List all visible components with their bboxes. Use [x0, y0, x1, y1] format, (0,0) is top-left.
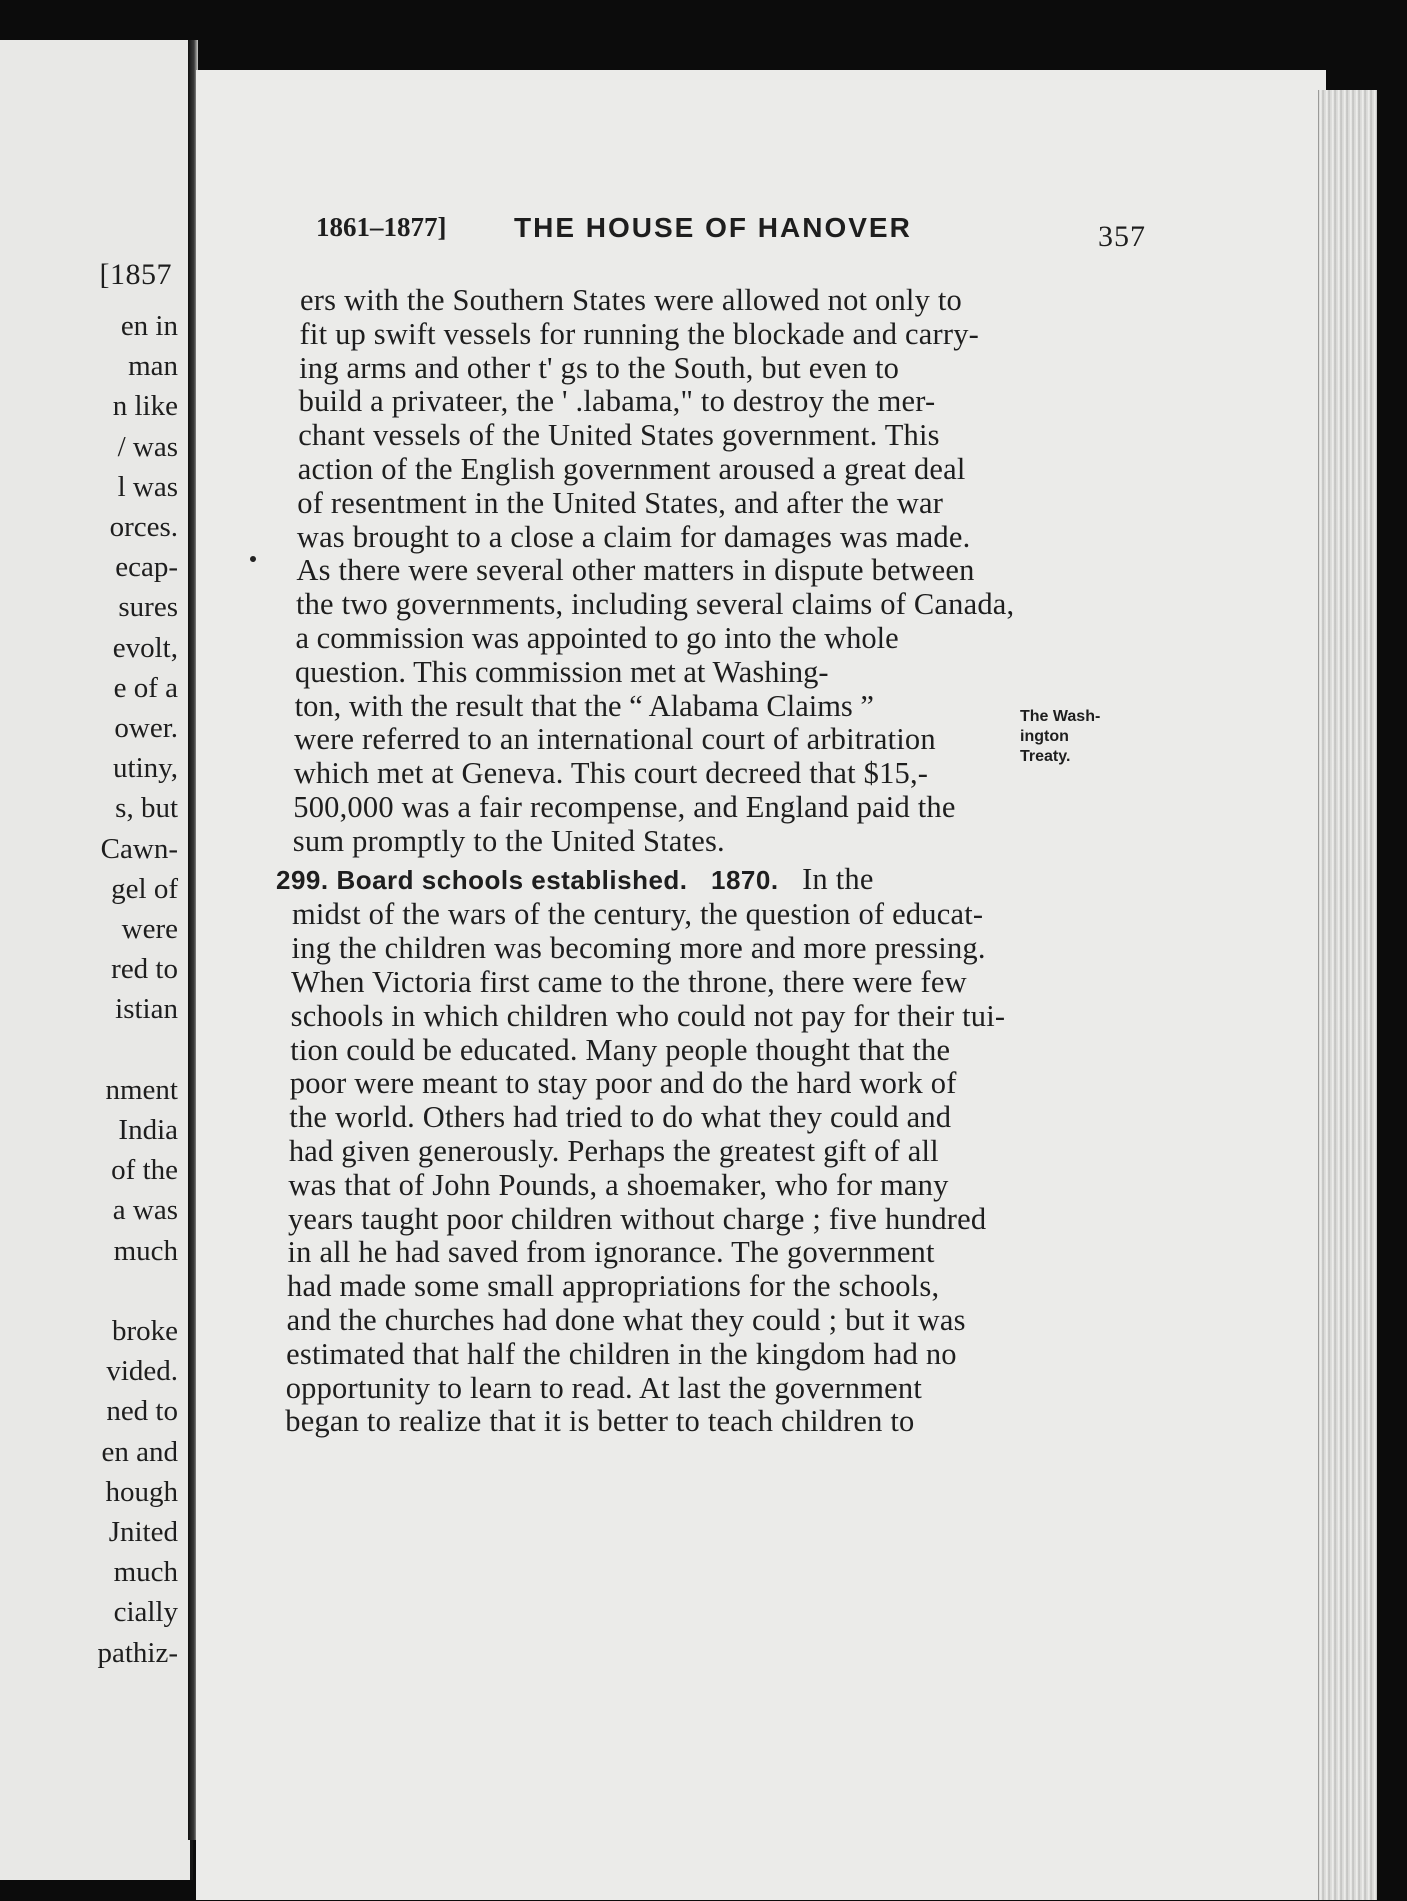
body-line: tion could be educated. Many people thought that the — [290, 1032, 951, 1067]
body-line: As there were several other matters in dispute between — [296, 553, 975, 588]
body-line: a commission was appointed to go into the whole — [295, 621, 899, 655]
left-page-line: man — [128, 350, 178, 383]
body-line: question. This commission met at Washing- — [295, 654, 829, 689]
body-line: fit up swift vessels for running the blockade and carry- — [299, 316, 980, 351]
page-357 — [196, 70, 1326, 1900]
left-page-line: gel of — [111, 872, 178, 905]
margin-note — [1020, 707, 1100, 767]
left-page-line: orces. — [109, 511, 178, 543]
body-line: had given generously. Perhaps the greatest gift of all — [288, 1134, 939, 1168]
body-line: 500,000 was a fair recompense, and England paid the — [293, 790, 956, 824]
left-page-line: ower. — [114, 712, 178, 744]
left-page-line: en in — [120, 310, 178, 342]
page-stack-edge — [1318, 90, 1377, 1900]
left-page-line: n like — [112, 390, 178, 423]
left-page-line: evolt, — [112, 631, 178, 664]
left-page-line: utiny, — [113, 752, 178, 785]
body-line: of resentment in the United States, and after the war — [297, 485, 944, 520]
left-page-line: s, but — [115, 792, 178, 825]
section-first-words: In the — [802, 861, 874, 896]
body-line: When Victoria first came to the throne, there were few — [291, 965, 967, 999]
body-line: in all he had saved from ignorance. The government — [287, 1235, 935, 1270]
body-line: the world. Others had tried to do what they could and — [289, 1100, 952, 1135]
body-line: poor were meant to stay poor and do the hard work of — [289, 1066, 957, 1101]
body-line: action of the English government aroused a great deal — [297, 452, 966, 486]
body-line: chant vessels of the United States government. This — [298, 418, 940, 453]
body-line: ing arms and other t' gs to the South, but even to — [299, 350, 900, 385]
left-page-line: much — [113, 1234, 178, 1267]
left-page-line: much — [113, 1556, 178, 1589]
left-page-line: red to — [111, 953, 178, 986]
ink-speck — [250, 556, 256, 562]
body-line: had made some small appropriations for the schools, — [287, 1269, 940, 1304]
left-page-line: hough — [105, 1475, 178, 1508]
body-line: sum promptly to the United States. — [292, 823, 725, 858]
section-heading-line — [276, 862, 874, 897]
left-page-line: en and — [101, 1435, 178, 1468]
left-page-line: e of a — [113, 671, 178, 704]
left-page-line: India — [118, 1114, 178, 1146]
left-page-line: Cawn- — [100, 832, 178, 865]
body-line: build a privateer, the ' .labama," to destroy the mer- — [298, 384, 936, 419]
left-page-line: broke — [111, 1315, 178, 1347]
body-line: ing the children was becoming more and more pressing. — [291, 931, 986, 966]
left-page-line: vided. — [106, 1355, 178, 1388]
body-line: was brought to a close a claim for damages was made. — [296, 519, 971, 554]
left-page-line: ned to — [106, 1395, 178, 1428]
facing-page-left — [0, 40, 193, 1880]
body-line: began to realize that it is better to teach children to — [285, 1404, 915, 1439]
left-page-line: l was — [117, 470, 178, 503]
body-line: opportunity to learn to read. At last the government — [285, 1370, 923, 1405]
left-page-line: pathiz- — [97, 1636, 178, 1669]
body-line: which met at Geneva. This court decreed that $15,- — [293, 756, 929, 791]
body-line: schools in which children who could not pay for their tui- — [290, 998, 1006, 1033]
running-head-dates: 1861–1877] — [316, 212, 447, 242]
left-page-line: sures — [118, 591, 178, 624]
margin-note-line: Treaty. — [1020, 748, 1071, 765]
body-line: were referred to an international court of arbitration — [294, 722, 936, 757]
left-page-line: cially — [113, 1596, 178, 1629]
body-line: midst of the wars of the century, the question of educat- — [292, 897, 984, 932]
left-page-line: istian — [115, 993, 178, 1026]
running-head — [316, 212, 1146, 252]
body-line: the two governments, including several claims of Canada, — [295, 587, 1015, 622]
left-page-line: of the — [111, 1154, 178, 1187]
body-line: was that of John Pounds, a shoemaker, who for many — [288, 1167, 949, 1202]
body-line: estimated that half the children in the kingdom had no — [286, 1336, 957, 1371]
margin-note-line: The Wash- — [1020, 708, 1101, 725]
running-head-title: THE HOUSE OF HANOVER — [514, 212, 912, 243]
body-line: ton, with the result that the “ Alabama Claims ” — [294, 688, 874, 723]
margin-note-line: ington — [1020, 728, 1069, 745]
body-line: years taught poor children without charge ; five hundred — [287, 1201, 987, 1236]
left-page-line: a was — [112, 1194, 178, 1227]
section-title: Board schools established. — [336, 864, 688, 895]
left-page-line: nment — [105, 1073, 178, 1106]
body-line: ers with the Southern States were allowed not only to — [300, 283, 962, 317]
body-line: and the churches had done what they could ; but it was — [286, 1303, 966, 1337]
section-number: 299. — [276, 864, 329, 895]
page-number: 357 — [1098, 220, 1146, 253]
left-page-line: / was — [117, 430, 178, 463]
section-year: 1870. — [711, 864, 779, 895]
left-page-running-head: [1857 — [99, 258, 172, 291]
left-page-line: were — [121, 913, 178, 945]
left-page-line: Jnited — [108, 1516, 178, 1548]
left-page-line: ecap- — [115, 551, 178, 584]
